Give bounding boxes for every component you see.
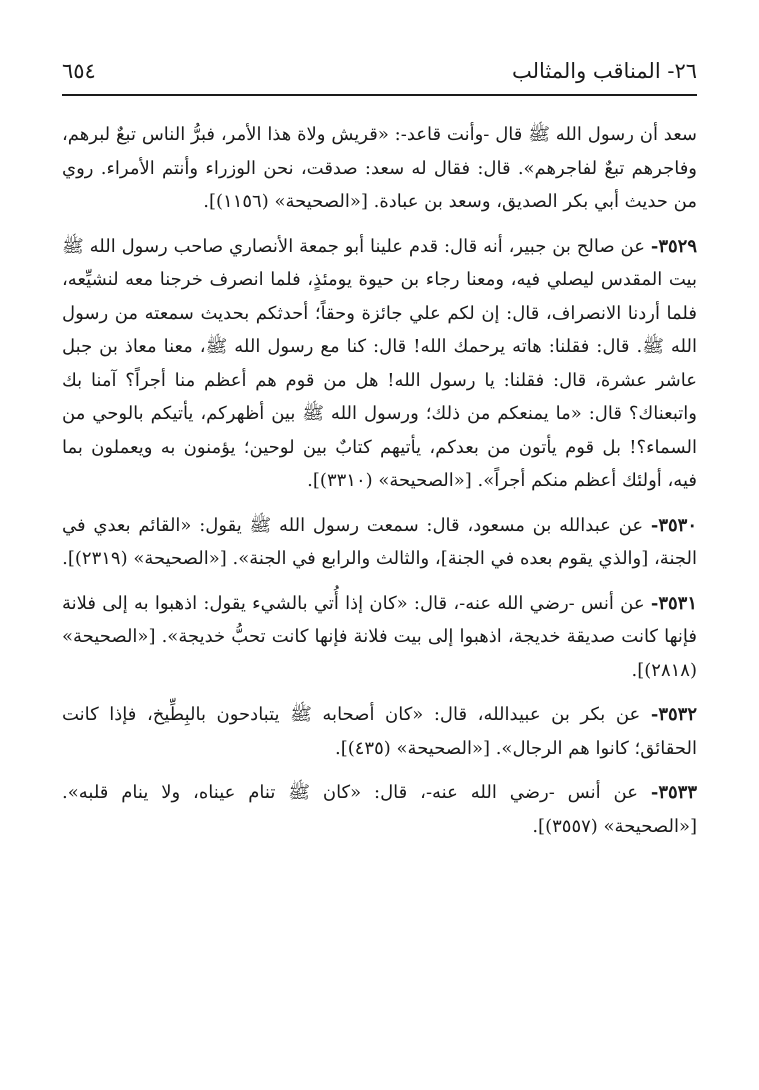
page-body bbox=[62, 118, 697, 854]
chapter-title: ٢٦- المناقب والمثالب bbox=[511, 59, 697, 83]
hadith-number: ٣٥٢٩- bbox=[650, 235, 697, 257]
hadith-number: ٣٥٣٣- bbox=[650, 782, 697, 803]
hadith-3532 bbox=[62, 698, 697, 765]
hadith-3533 bbox=[62, 776, 697, 843]
paragraph-text: عن عبدالله بن مسعود، قال: سمعت رسول الله ﷺ يقول: «القائم بعدي في الجنة، [والذي يقوم بعده في الجنة]، والثالث والرابع في الجنة». [«الصحيحة» (٢٣١٩)]. bbox=[62, 514, 697, 569]
paragraph-continuation bbox=[62, 118, 697, 219]
paragraph-text: سعد أن رسول الله ﷺ قال -وأنت قاعد-: «قريش ولاة هذا الأمر، فبرُّ الناس تبعٌ لبرهم، وفاجرهم تبعٌ لفاجرهم». قال: فقال له سعد: صدقت، نحن الوزراء وأنتم الأمراء. روي من حديث أبي بكر الصديق، وسعد بن عبادة. [«الصحيحة» (١١٥٦)]. bbox=[62, 124, 697, 212]
hadith-number: ٣٥٣٢- bbox=[650, 704, 697, 725]
hadith-3529 bbox=[62, 230, 697, 498]
paragraph-text: عن أنس -رضي الله عنه-، قال: «كان ﷺ تنام عيناه، ولا ينام قلبه». [«الصحيحة» (٣٥٥٧)]. bbox=[62, 782, 697, 837]
hadith-3530 bbox=[62, 509, 697, 576]
page-number: ٦٥٤ bbox=[62, 59, 96, 83]
hadith-number: ٣٥٣٠- bbox=[650, 514, 697, 536]
hadith-3531 bbox=[62, 587, 697, 688]
paragraph-text: عن بكر بن عبيدالله، قال: «كان أصحابه ﷺ يتبادحون بالبِطِّيخ، فإذا كانت الحقائق؛ كانوا هم الرجال». [«الصحيحة» (٤٣٥)]. bbox=[62, 704, 697, 759]
paragraph-text: عن أنس -رضي الله عنه-، قال: «كان إذا أُتي بالشيء يقول: اذهبوا به إلى فلانة فإنها كانت صديقة خديجة، اذهبوا إلى بيت فلانة فإنها كانت تحبُّ خديجة». [«الصحيحة» (٢٨١٨)]. bbox=[62, 592, 697, 681]
hadith-number: ٣٥٣١- bbox=[650, 592, 697, 614]
paragraph-text: عن صالح بن جبير، أنه قال: قدم علينا أبو جمعة الأنصاري صاحب رسول الله ﷺ بيت المقدس ليصلي فيه، ومعنا رجاء بن حيوة يومئذٍ، فلما انصرف خرجنا معه لنشيِّعه، فلما أردنا الانصراف، قال: إن لكم علي جائزة وحقاً؛ أحدثكم بحديث سمعته من رسول الله ﷺ. قال: فقلنا: هاته يرحمك الله! قال: كنا مع رسول الله ﷺ، معنا معاذ بن جبل عاشر عشرة، قال: فقلنا: يا رسول الله! هل من قوم هم أعظم منا أجراً؟ آمنا بك واتبعناك؟ قال: «ما يمنعكم من ذلك؛ ورسول الله ﷺ بين أظهركم، يأتيكم بالوحي من السماء؟! بل قوم يأتون من بعدكم، يأتيهم كتابٌ بين لوحين؛ يؤمنون به ويعملون بما فيه، أولئك أعظم منكم أجراً». [«الصحيحة» (٣٣١٠)]. bbox=[62, 235, 697, 491]
page-header bbox=[62, 52, 697, 90]
header-rule bbox=[62, 94, 697, 96]
